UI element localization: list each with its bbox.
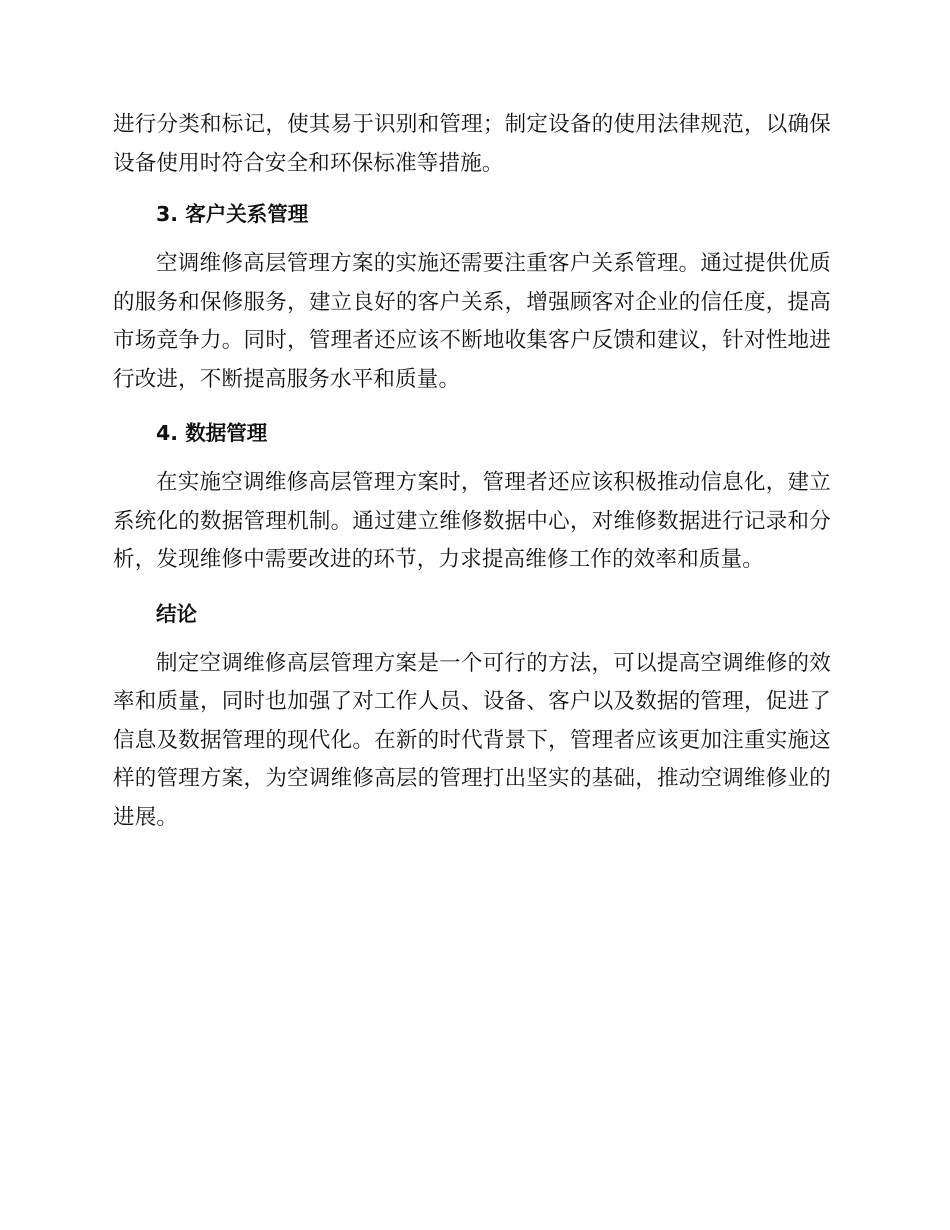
heading-data-management: 4. 数据管理: [156, 421, 268, 445]
paragraph-equipment-continued: 进行分类和标记，使其易于识别和管理；制定设备的使用法律规范，以确保设备使用时符合安全和环保标准等措施。: [113, 112, 831, 176]
paragraph-conclusion: 制定空调维修高层管理方案是一个可行的方法，可以提高空调维修的效率和质量，同时也加强了对工作人员、设备、客户以及数据的管理，促进了信息及数据管理的现代化。在新的时代背景下，管理者应该更加注重实施这样的管理方案，为空调维修高层的管理打出坚实的基础，推动空调维修业的进展。: [113, 650, 831, 830]
heading-customer-relations: 3. 客户关系管理: [156, 202, 309, 226]
heading-conclusion: 结论: [156, 601, 197, 626]
paragraph-data-management: 在实施空调维修高层管理方案时，管理者还应该积极推动信息化，建立系统化的数据管理机制。通过建立维修数据中心，对维修数据进行记录和分析，发现维修中需要改进的环节，力求提高维修工作的效率和质量。: [113, 470, 831, 572]
document-page: [113, 106, 831, 837]
paragraph-customer-relations: 空调维修高层管理方案的实施还需要注重客户关系管理。通过提供优质的服务和保修服务，建立良好的客户关系，增强顾客对企业的信任度，提高市场竞争力。同时，管理者还应该不断地收集客户反馈和建议，针对性地进行改进，不断提高服务水平和质量。: [113, 251, 831, 392]
